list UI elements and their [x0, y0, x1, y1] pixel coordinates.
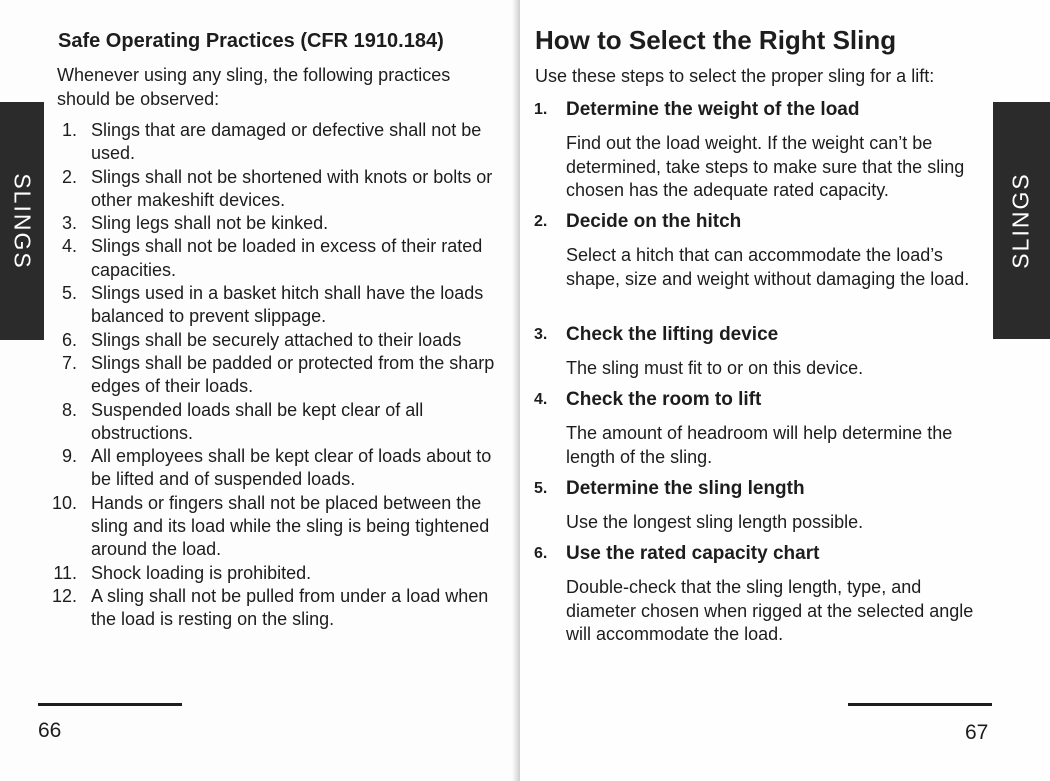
- right-tab-label: SLINGS: [1008, 172, 1034, 269]
- step-body: The sling must fit to or on this device.: [566, 358, 864, 378]
- step-heading: Determine the weight of the load: [566, 99, 860, 120]
- list-item: [0, 282, 501, 329]
- left-footer-rule: [38, 703, 182, 706]
- step-number: 3.: [534, 326, 548, 343]
- step-number: 5.: [534, 480, 548, 497]
- list-item: [0, 329, 501, 352]
- item-text: A sling shall not be pulled from under a load when the load is resting on the sling.: [91, 585, 489, 630]
- item-text: Slings shall be padded or protected from the sharp edges of their loads.: [91, 352, 495, 397]
- list-item: [0, 585, 501, 632]
- item-text: Slings shall not be loaded in excess of their rated capacities.: [91, 236, 483, 280]
- step-body: Use the longest sling length possible.: [566, 512, 864, 532]
- right-page-number: 67: [965, 721, 989, 744]
- list-item: [0, 212, 501, 235]
- step-body: Select a hitch that can accommodate the load’s shape, size and weight without damaging the load.: [566, 245, 970, 289]
- step-heading: Check the room to lift: [566, 389, 762, 410]
- item-number: 12.: [51, 585, 77, 606]
- item-text: Slings shall not be shortened with knots or bolts or other makeshift devices.: [91, 166, 493, 210]
- list-item: [0, 166, 501, 213]
- item-text: Slings shall be securely attached to their loads: [91, 329, 462, 350]
- list-item: [0, 352, 501, 399]
- item-number: 9.: [61, 446, 77, 467]
- right-page-title: How to Select the Right Sling: [535, 25, 897, 55]
- left-page-number: 66: [38, 719, 62, 742]
- step-heading: Use the rated capacity chart: [566, 543, 820, 564]
- step-number: 1.: [534, 101, 548, 118]
- list-item: [0, 399, 501, 446]
- item-text: Suspended loads shall be kept clear of all obstructions.: [91, 399, 424, 443]
- list-item: [0, 119, 501, 166]
- list-item: [0, 492, 501, 562]
- item-text: Shock loading is prohibited.: [91, 562, 312, 583]
- item-number: 2.: [61, 166, 77, 187]
- item-number: 10.: [51, 492, 77, 513]
- item-number: 4.: [61, 236, 77, 257]
- right-page: [520, 0, 1050, 781]
- item-text: Slings used in a basket hitch shall have the loads balanced to prevent slippage.: [91, 283, 484, 327]
- step-heading: Decide on the hitch: [566, 211, 742, 232]
- step-number: 6.: [534, 545, 548, 562]
- item-number: 5.: [61, 283, 77, 304]
- list-item: [0, 562, 501, 585]
- item-text: Slings that are damaged or defective shall not be used.: [91, 120, 482, 164]
- item-number: 3.: [61, 213, 77, 234]
- right-page-intro: Use these steps to select the proper sling for a lift:: [535, 66, 935, 86]
- item-number: 6.: [61, 329, 77, 350]
- item-number: 8.: [61, 399, 77, 420]
- left-page-intro: Whenever using any sling, the following practices should be observed:: [57, 65, 451, 109]
- right-thumb-tab: [993, 102, 1050, 339]
- step-heading: Check the lifting device: [566, 324, 779, 345]
- practices-list: [0, 119, 510, 632]
- left-page: [0, 0, 520, 781]
- item-text: Hands or fingers shall not be placed between the sling and its load while the sling is being tightened around the load.: [91, 492, 490, 560]
- step-number: 4.: [534, 391, 548, 408]
- step-heading: Determine the sling length: [566, 478, 805, 499]
- left-tab-label: SLINGS: [9, 172, 36, 270]
- item-number: 7.: [61, 352, 77, 373]
- left-page-title: Safe Operating Practices (CFR 1910.184): [58, 30, 444, 52]
- list-item: [0, 445, 501, 492]
- item-text: Sling legs shall not be kinked.: [91, 213, 329, 234]
- step-body: The amount of headroom will help determine the length of the sling.: [566, 423, 953, 467]
- step-body: Double-check that the sling length, type, and diameter chosen when rigged at the selected angle will accommodate the load.: [566, 577, 974, 644]
- item-text: All employees shall be kept clear of loads about to be lifted and of suspended loads.: [91, 446, 492, 490]
- item-number: 11.: [53, 562, 77, 583]
- right-footer-rule: [848, 703, 992, 706]
- step-body: Find out the load weight. If the weight can’t be determined, take steps to make sure that the sling chosen has the adequate rated capacity.: [566, 133, 965, 200]
- list-item: [0, 235, 501, 282]
- item-number: 1.: [61, 120, 77, 140]
- step-number: 2.: [534, 213, 548, 230]
